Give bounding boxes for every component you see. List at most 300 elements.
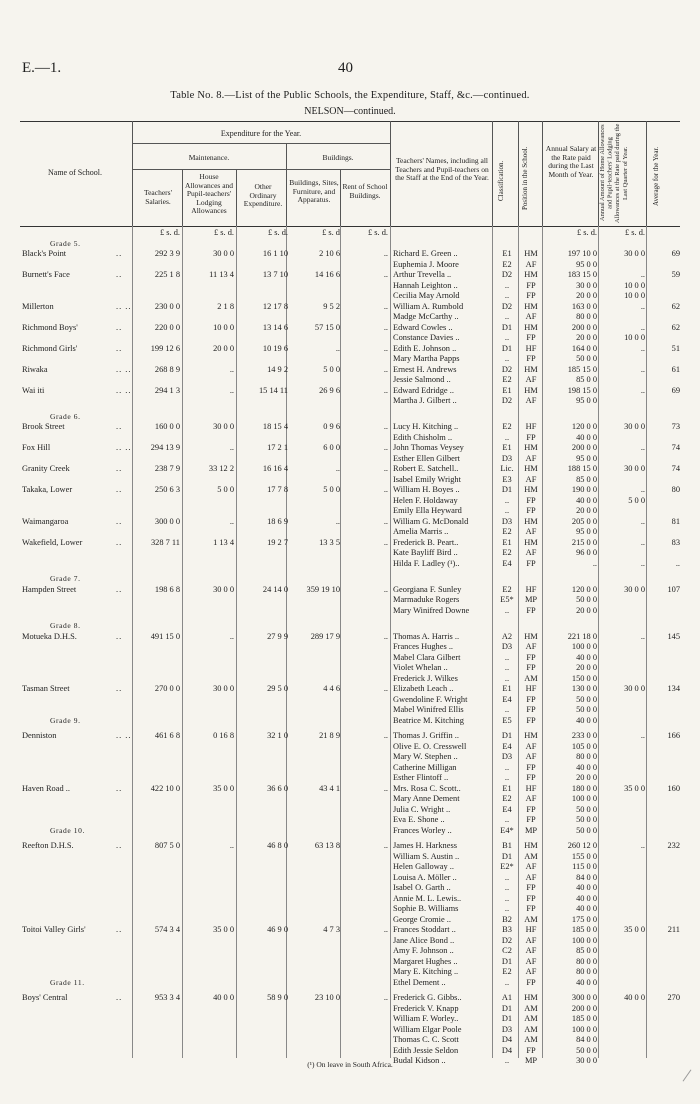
salary-cell: 85 0 0 [576, 946, 597, 955]
grade-row [0, 574, 700, 585]
salary-cell: 200 0 0 [571, 322, 597, 332]
leader-dots: .. [116, 631, 123, 641]
table-row [0, 291, 700, 302]
table-row [0, 684, 700, 695]
leader-dots: .. [116, 322, 123, 332]
teacher-name: Marmaduke Rogers [393, 595, 460, 604]
table-row [0, 1014, 700, 1025]
school-name: Fox Hill [22, 443, 51, 452]
position-cell: AM [524, 1035, 538, 1044]
allowance-cell: .. [640, 364, 645, 374]
rent-cell: .. [383, 841, 388, 850]
salaries-cell: 807 5 0 [154, 841, 180, 850]
position-cell: AM [524, 1014, 538, 1023]
table-row [0, 632, 700, 643]
house-allowance-cell: 0 16 8 [213, 731, 234, 740]
position-cell: HF [525, 343, 537, 353]
rent-cell: .. [383, 270, 388, 279]
teacher-name: Julia C. Wright .. [393, 804, 451, 814]
salaries-cell: 300 0 0 [154, 516, 180, 526]
table-row [0, 967, 700, 978]
position-cell: HM [524, 249, 538, 258]
units-row [0, 228, 700, 239]
salary-cell: 80 0 0 [576, 312, 597, 321]
position-cell: AM [524, 1003, 538, 1013]
position-cell: HF [525, 684, 537, 693]
salary-cell: 300 0 0 [571, 993, 597, 1002]
leader-dots: .. [116, 270, 123, 279]
rent-cell: .. [383, 631, 388, 641]
teacher-name: Edith E. Johnson .. [393, 343, 457, 353]
table-row [0, 464, 700, 475]
unit-salaries: £ s. d. [159, 228, 180, 237]
other-expenditure-cell: 13 14 6 [262, 322, 288, 332]
leader-dots: .. .. [116, 301, 132, 311]
salary-cell: 100 0 0 [571, 642, 597, 651]
table-row [0, 312, 700, 323]
salary-cell: 20 0 0 [576, 291, 597, 300]
teacher-name: Mrs. Rosa C. Scott.. [393, 783, 461, 793]
allowance-cell: 10 0 0 [624, 333, 645, 342]
salary-cell: 221 18 0 [567, 631, 597, 641]
salaries-cell: 199 12 6 [150, 343, 180, 353]
classification-cell: .. [504, 883, 510, 892]
teacher-name: Hilda F. Ladley (¹).. [393, 558, 460, 568]
teacher-name: Frederick B. Peart.. [393, 537, 459, 547]
teacher-name: George Cromie .. [393, 914, 451, 924]
col-house-allowances: House Allowances and Pupil-teachers' Lodging Allowances [184, 172, 234, 215]
position-cell: MP [524, 825, 538, 835]
leader-dots: .. [116, 422, 123, 431]
classification-cell: E5* [500, 595, 514, 604]
salary-cell: 85 0 0 [576, 375, 597, 384]
teacher-name: William Elgar Poole [393, 1024, 462, 1034]
salary-cell: 50 0 0 [576, 1045, 597, 1055]
average-cell: 74 [671, 464, 680, 473]
table-row [0, 794, 700, 805]
house-allowance-cell: 2 1 8 [217, 301, 234, 311]
table-row [0, 496, 700, 507]
salary-cell: 20 0 0 [576, 773, 597, 782]
house-allowance-cell: 20 0 0 [213, 343, 234, 353]
table-row [0, 585, 700, 596]
salary-cell: 185 0 0 [571, 1014, 597, 1023]
teacher-name: Euphemia J. Moore [393, 259, 459, 269]
position-cell: FP [526, 694, 536, 704]
school-name: Boys' Central [22, 993, 68, 1002]
allowance-cell: .. [640, 537, 645, 547]
classification-cell: E1 [502, 443, 512, 452]
classification-cell: .. [504, 773, 510, 782]
position-cell: HF [525, 783, 537, 793]
classification-cell: E2 [502, 584, 512, 594]
teacher-name: Ethel Dement .. [393, 977, 446, 987]
table-row [0, 595, 700, 606]
unit-other: £ s. d. [267, 228, 288, 237]
table-row [0, 742, 700, 753]
house-allowance-cell: 11 13 4 [209, 270, 234, 279]
position-cell: AF [525, 935, 537, 945]
allowance-cell: 30 0 0 [624, 422, 645, 431]
other-expenditure-cell: 10 19 6 [262, 343, 288, 353]
classification-cell: .. [504, 432, 510, 442]
teacher-name: James H. Harkness [393, 841, 457, 850]
position-cell: FP [526, 495, 536, 505]
classification-cell: E4* [500, 825, 514, 835]
table-row [0, 249, 700, 260]
classification-cell: .. [504, 291, 510, 300]
salaries-cell: 250 6 3 [154, 485, 180, 494]
position-cell: FP [526, 773, 536, 782]
allowance-cell: .. [640, 385, 645, 395]
table-row [0, 1025, 700, 1036]
salary-cell: 50 0 0 [576, 815, 597, 824]
classification-cell: E4 [502, 694, 512, 704]
allowance-cell: 10 0 0 [624, 280, 645, 290]
table-title: Table No. 8.—List of the Public Schools, the Expenditure, Staff, &c.—continued. [170, 90, 530, 101]
average-cell: 80 [671, 485, 680, 494]
teacher-name: Mary W. Stephen .. [393, 752, 458, 761]
classification-cell: D4 [501, 1045, 513, 1055]
table-row [0, 904, 700, 915]
classification-cell: .. [504, 705, 510, 714]
buildings-cell: 9 5 2 [323, 301, 340, 311]
position-cell: AF [525, 474, 537, 484]
position-cell: AF [525, 794, 537, 803]
classification-cell: .. [504, 605, 510, 615]
salaries-cell: 294 13 9 [150, 443, 180, 452]
classification-cell: E1 [502, 783, 512, 793]
teacher-name: Constance Davies .. [393, 333, 460, 342]
leader-dots: .. [116, 783, 123, 793]
classification-cell: D3 [501, 1024, 513, 1034]
teacher-name: Violet Whelan .. [393, 663, 448, 672]
house-allowance-cell: 5 0 0 [217, 485, 234, 494]
position-cell: HM [524, 516, 538, 526]
salary-cell: 20 0 0 [576, 333, 597, 342]
salary-cell: 50 0 0 [576, 804, 597, 814]
col-average: Average for the Year. [652, 146, 660, 206]
classification-cell: E2 [502, 422, 512, 431]
col-teachers-salaries: Teachers' Salaries. [144, 188, 172, 206]
salary-cell: 155 0 0 [571, 851, 597, 861]
school-name: Hampden Street [22, 584, 77, 594]
classification-cell: .. [504, 506, 510, 515]
position-cell: MP [524, 595, 538, 604]
col-position: Position in the School. [521, 146, 529, 210]
grade-label: Grade 9. [50, 715, 81, 725]
leader-dots: .. [116, 684, 123, 693]
teacher-name: Emily Ella Heyward [393, 506, 462, 515]
buildings-cell: 359 19 10 [306, 584, 340, 594]
table-row [0, 663, 700, 674]
position-cell: AF [525, 872, 537, 882]
house-allowance-cell: .. [229, 385, 234, 395]
leader-dots: .. [116, 464, 123, 473]
table-row [0, 674, 700, 685]
teacher-name: John Thomas Veysey [393, 443, 464, 452]
other-expenditure-cell: 15 14 11 [258, 385, 288, 395]
footnote: (¹) On leave in South Africa. [307, 1060, 393, 1069]
other-expenditure-cell: 13 7 10 [262, 270, 288, 279]
teacher-name: Olive E. O. Cresswell [393, 741, 467, 751]
rent-cell: .. [383, 537, 388, 547]
rent-cell: .. [383, 364, 388, 374]
teacher-name: Hannah Leighton .. [393, 280, 458, 290]
table-row [0, 805, 700, 816]
salary-cell: 30 0 0 [576, 1056, 597, 1065]
table-row [0, 763, 700, 774]
other-expenditure-cell: 16 16 4 [262, 464, 288, 473]
table-row [0, 281, 700, 292]
classification-cell: B2 [502, 914, 512, 924]
classification-cell: D3 [501, 453, 513, 463]
average-cell: 61 [671, 364, 680, 374]
classification-cell: .. [504, 495, 510, 505]
teacher-name: Elizabeth Leach .. [393, 684, 454, 693]
table-row [0, 705, 700, 716]
average-cell: 107 [667, 584, 680, 594]
allowance-cell: .. [640, 343, 645, 353]
table-row [0, 270, 700, 281]
teacher-name: Eva E. Shone .. [393, 815, 445, 824]
average-cell: 59 [671, 270, 680, 279]
buildings-cell: 14 16 6 [314, 270, 340, 279]
salary-cell: 183 15 0 [567, 270, 597, 279]
rent-cell: .. [383, 783, 388, 793]
teacher-name: Beatrice M. Kitching [393, 715, 464, 725]
table-row [0, 752, 700, 763]
position-cell: AF [525, 396, 537, 405]
table-header [0, 121, 700, 226]
position-cell: FP [526, 558, 536, 568]
col-classification: Classification. [497, 160, 505, 202]
house-allowance-cell: 10 0 0 [213, 322, 234, 332]
classification-cell: D2 [501, 270, 513, 279]
teacher-name: William F. Worley.. [393, 1014, 459, 1023]
average-cell: 69 [671, 249, 680, 258]
classification-cell: E2 [502, 375, 512, 384]
teacher-name: Sophie B. Williams [393, 904, 459, 913]
allowance-cell: 35 0 0 [624, 783, 645, 793]
salaries-cell: 294 1 3 [154, 385, 180, 395]
allowance-cell: .. [640, 443, 645, 452]
position-cell: FP [526, 354, 536, 363]
position-cell: FP [526, 715, 536, 725]
classification-cell: E5 [502, 715, 512, 725]
salary-cell: 130 0 0 [571, 684, 597, 693]
teacher-name: Georgiana F. Sunley [393, 584, 462, 594]
salary-cell: 40 0 0 [576, 762, 597, 772]
document-code: E.—1. [22, 60, 62, 76]
position-cell: HM [524, 385, 538, 395]
classification-cell: .. [504, 872, 510, 882]
classification-cell: D2 [501, 301, 513, 311]
teacher-name: Edward Cowles .. [393, 322, 453, 332]
other-expenditure-cell: 24 14 0 [262, 584, 288, 594]
salary-cell: 40 0 0 [576, 883, 597, 892]
classification-cell: D4 [501, 1035, 513, 1044]
buildings-cell: 6 0 0 [323, 443, 340, 452]
grade-label: Grade 10. [50, 825, 85, 835]
position-cell: FP [526, 432, 536, 442]
salary-cell: 50 0 0 [576, 694, 597, 704]
table-row [0, 841, 700, 852]
col-maintenance: Maintenance. [188, 153, 230, 162]
salaries-cell: 220 0 0 [154, 322, 180, 332]
leader-dots: .. .. [116, 385, 132, 395]
leader-dots: .. [116, 841, 123, 850]
salary-cell: 85 0 0 [576, 474, 597, 484]
table-row [0, 873, 700, 884]
salaries-cell: 198 6 8 [154, 584, 180, 594]
salaries-cell: 292 3 9 [154, 249, 180, 258]
table-row [0, 993, 700, 1004]
grade-label: Grade 11. [50, 977, 85, 987]
table-row [0, 344, 700, 355]
leader-dots: .. [116, 343, 123, 353]
house-allowance-cell: .. [229, 443, 234, 452]
rent-cell: .. [383, 422, 388, 431]
house-allowance-cell: 1 13 4 [213, 537, 234, 547]
salary-cell: 40 0 0 [576, 652, 597, 662]
salary-cell: 175 0 0 [571, 914, 597, 924]
teacher-name: Frances Stoddart .. [393, 925, 456, 934]
other-expenditure-cell: 46 9 0 [267, 925, 288, 934]
classification-cell: .. [504, 652, 510, 662]
table-row [0, 475, 700, 486]
position-cell: AF [525, 375, 537, 384]
position-cell: FP [526, 1045, 536, 1055]
table-row [0, 1035, 700, 1046]
average-cell: 51 [671, 343, 680, 353]
house-allowance-cell: 30 0 0 [213, 684, 234, 693]
salary-cell: 30 0 0 [576, 280, 597, 290]
col-teachers-names: Teachers' Names, including all Teachers and Pupil-teachers on the Staff at the End of the Year. [395, 156, 489, 182]
grade-label: Grade 6. [50, 411, 81, 421]
table-row [0, 333, 700, 344]
leader-dots: .. [116, 925, 123, 934]
buildings-cell: 57 15 0 [314, 322, 340, 332]
salary-cell: 100 0 0 [571, 794, 597, 803]
house-allowance-cell: .. [229, 841, 234, 850]
table-row [0, 826, 700, 837]
teacher-name: Martha J. Gilbert .. [393, 396, 457, 405]
table-row [0, 716, 700, 727]
classification-cell: .. [504, 280, 510, 290]
table-row [0, 773, 700, 784]
salary-cell: 180 0 0 [571, 783, 597, 793]
position-cell: AM [524, 1024, 538, 1034]
teacher-name: Thomas A. Harris .. [393, 631, 460, 641]
position-cell: HF [525, 584, 537, 594]
classification-cell: E1 [502, 684, 512, 693]
position-cell: HF [525, 422, 537, 431]
position-cell: FP [526, 280, 536, 290]
teacher-name: Edward Edridge .. [393, 385, 454, 395]
table-row [0, 365, 700, 376]
position-cell: HM [524, 464, 538, 473]
allowance-cell: 5 0 0 [628, 495, 645, 505]
table-row [0, 386, 700, 397]
salaries-cell: 422 10 0 [150, 783, 180, 793]
rent-cell: .. [383, 516, 388, 526]
salary-cell: 84 0 0 [576, 872, 597, 882]
position-cell: HM [524, 485, 538, 494]
rent-cell: .. [383, 731, 388, 740]
position-cell: HM [524, 270, 538, 279]
position-cell: FP [526, 883, 536, 892]
school-name: Denniston [22, 731, 57, 740]
position-cell: AF [525, 527, 537, 536]
buildings-cell: 43 4 1 [319, 783, 340, 793]
table-row [0, 548, 700, 559]
unit-salary: £ s. d. [576, 228, 597, 237]
classification-cell: D2 [501, 935, 513, 945]
buildings-cell: 5 0 0 [323, 485, 340, 494]
position-cell: FP [526, 893, 536, 903]
allowance-cell: .. [640, 485, 645, 494]
classification-cell: D1 [501, 956, 513, 966]
table-row [0, 422, 700, 433]
classification-cell: E3 [502, 474, 512, 484]
table-row [0, 815, 700, 826]
col-other-expenditure: Other Ordinary Expenditure. [243, 182, 283, 208]
classification-cell: E2 [502, 527, 512, 536]
salary-cell: 260 12 0 [567, 841, 597, 850]
salary-cell: 40 0 0 [576, 893, 597, 903]
unit-bldg: £ s. d [322, 228, 340, 237]
other-expenditure-cell: 17 2 1 [267, 443, 288, 452]
position-cell: AF [525, 946, 537, 955]
salary-cell: 164 0 0 [571, 343, 597, 353]
position-cell: FP [526, 652, 536, 662]
house-allowance-cell: 30 0 0 [213, 422, 234, 431]
salary-cell: 233 0 0 [571, 731, 597, 740]
salary-cell: 84 0 0 [576, 1035, 597, 1044]
classification-cell: D3 [501, 642, 513, 651]
salary-cell: 80 0 0 [576, 752, 597, 761]
classification-cell: .. [504, 904, 510, 913]
teacher-name: Madge McCarthy .. [393, 312, 459, 321]
salary-cell: 205 0 0 [571, 516, 597, 526]
position-cell: AF [525, 752, 537, 761]
position-cell: AF [525, 862, 537, 871]
header-rule [20, 226, 680, 227]
teacher-name: Frederick J. Wilkes [393, 673, 458, 683]
grade-label: Grade 5. [50, 238, 81, 248]
classification-cell: D1 [501, 1014, 513, 1023]
salaries-cell: 574 3 4 [154, 925, 180, 934]
position-cell: HM [524, 631, 538, 641]
average-cell: 270 [667, 993, 680, 1002]
salary-cell: 95 0 0 [576, 396, 597, 405]
average-cell: 211 [667, 925, 680, 934]
other-expenditure-cell: 32 1 0 [267, 731, 288, 740]
other-expenditure-cell: 18 15 4 [262, 422, 288, 431]
salary-cell: 105 0 0 [571, 741, 597, 751]
teacher-name: Helen F. Holdaway [393, 495, 458, 505]
school-name: Haven Road .. [22, 783, 70, 793]
leader-dots: .. [116, 249, 123, 258]
allowance-cell: .. [640, 558, 645, 568]
average-cell: 83 [671, 537, 680, 547]
table-row [0, 946, 700, 957]
school-name: Tasman Street [22, 684, 70, 693]
leader-dots: .. .. [116, 443, 132, 452]
col-buildings-sites: Buildings, Sites, Furniture, and Apparatus. [289, 178, 339, 204]
teacher-name: Amy F. Johnson .. [393, 946, 454, 955]
